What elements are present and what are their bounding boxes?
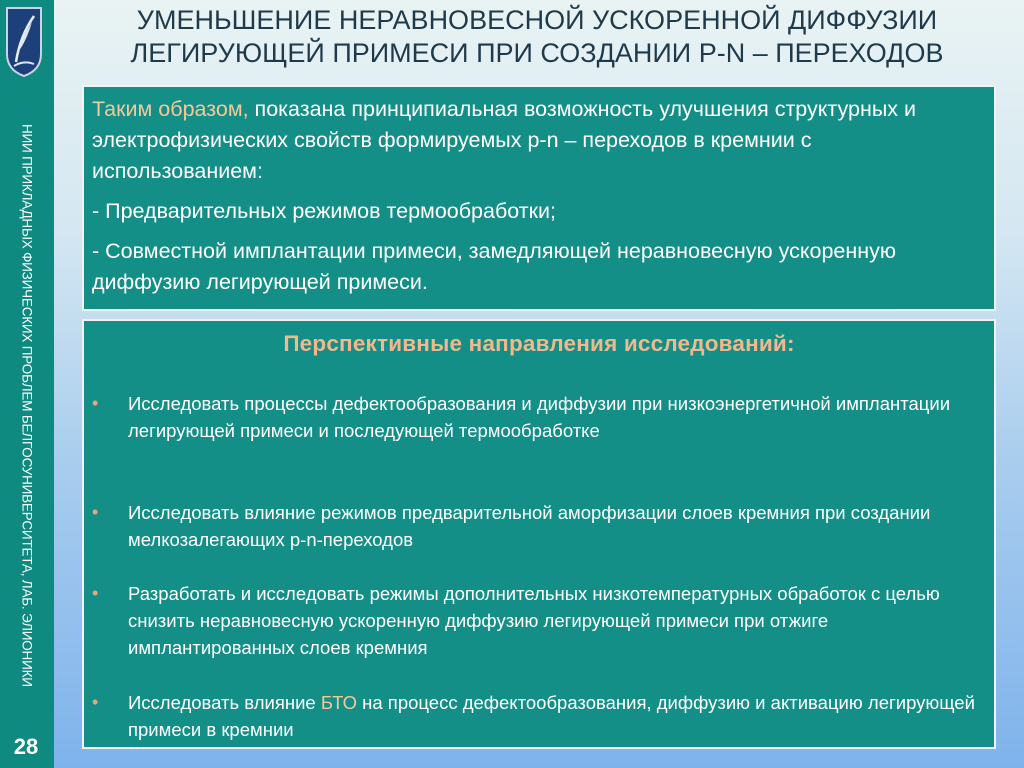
bullet-icon: •	[92, 393, 99, 413]
slide-title-line1: УМЕНЬШЕНИЕ НЕРАВНОВЕСНОЙ УСКОРЕННОЙ ДИФФУЗИИ	[136, 5, 938, 35]
list-item	[92, 499, 988, 553]
bullet-icon: •	[92, 502, 99, 522]
list-item-highlight: БТО	[320, 692, 358, 713]
conclusion-lead: Таким образом,	[92, 97, 249, 121]
conclusion-box	[82, 85, 996, 311]
page-number: 28	[13, 734, 39, 759]
conclusion-paragraph	[92, 94, 984, 187]
list-item-text: Исследовать влияние режимов предварительной аморфизации слоев кремния при создании мелкозалегающих p-n-переходов	[128, 502, 931, 550]
list-item	[92, 689, 988, 743]
university-emblem-icon	[4, 6, 44, 78]
list-item	[92, 580, 988, 661]
list-item-text: Исследовать процессы дефектообразования и диффузии при низкоэнергетичной имплантации легирующей примеси и последующей термообработке	[128, 393, 951, 441]
bullet-icon: •	[92, 583, 99, 603]
list-item-text: Разработать и исследовать режимы дополнительных низкотемпературных обработок с целью снизить неравновесную ускоренную диффузию легирующей примеси при отжиге имплантированных слоев кремния	[128, 583, 940, 658]
bullet-icon: •	[92, 692, 99, 712]
directions-heading: Перспективные направления исследований:	[283, 331, 795, 356]
directions-box	[82, 319, 996, 749]
list-item-text-before: Исследовать влияние	[128, 692, 321, 713]
institution-vertical-label: НИИ ПРИКЛАДНЫХ ФИЗИЧЕСКИХ ПРОБЛЕМ БЕЛГОСУНИВЕРСИТЕТА, ЛАБ. ЭЛИОНИКИ	[19, 123, 35, 687]
conclusion-item-2: - Совместной имплантации примеси, замедляющей неравновесную ускоренную диффузию легирующей примеси.	[92, 239, 897, 294]
sidebar	[0, 0, 54, 768]
conclusion-text: показана принципиальная возможность улучшения структурных и электрофизических свойств формируемых p-n – переходов в кремнии с использованием:	[92, 97, 917, 183]
slide-title-line2: ЛЕГИРУЮЩЕЙ ПРИМЕСИ ПРИ СОЗДАНИИ P-N – ПЕРЕХОДОВ	[130, 38, 944, 68]
list-item	[92, 390, 988, 444]
list-item-text-after: на процесс дефектообразования, диффузию и активацию легирующей примеси в кремнии	[128, 692, 975, 740]
conclusion-item-1: - Предварительных режимов термообработки;	[92, 199, 557, 223]
slide-title	[62, 4, 1012, 70]
